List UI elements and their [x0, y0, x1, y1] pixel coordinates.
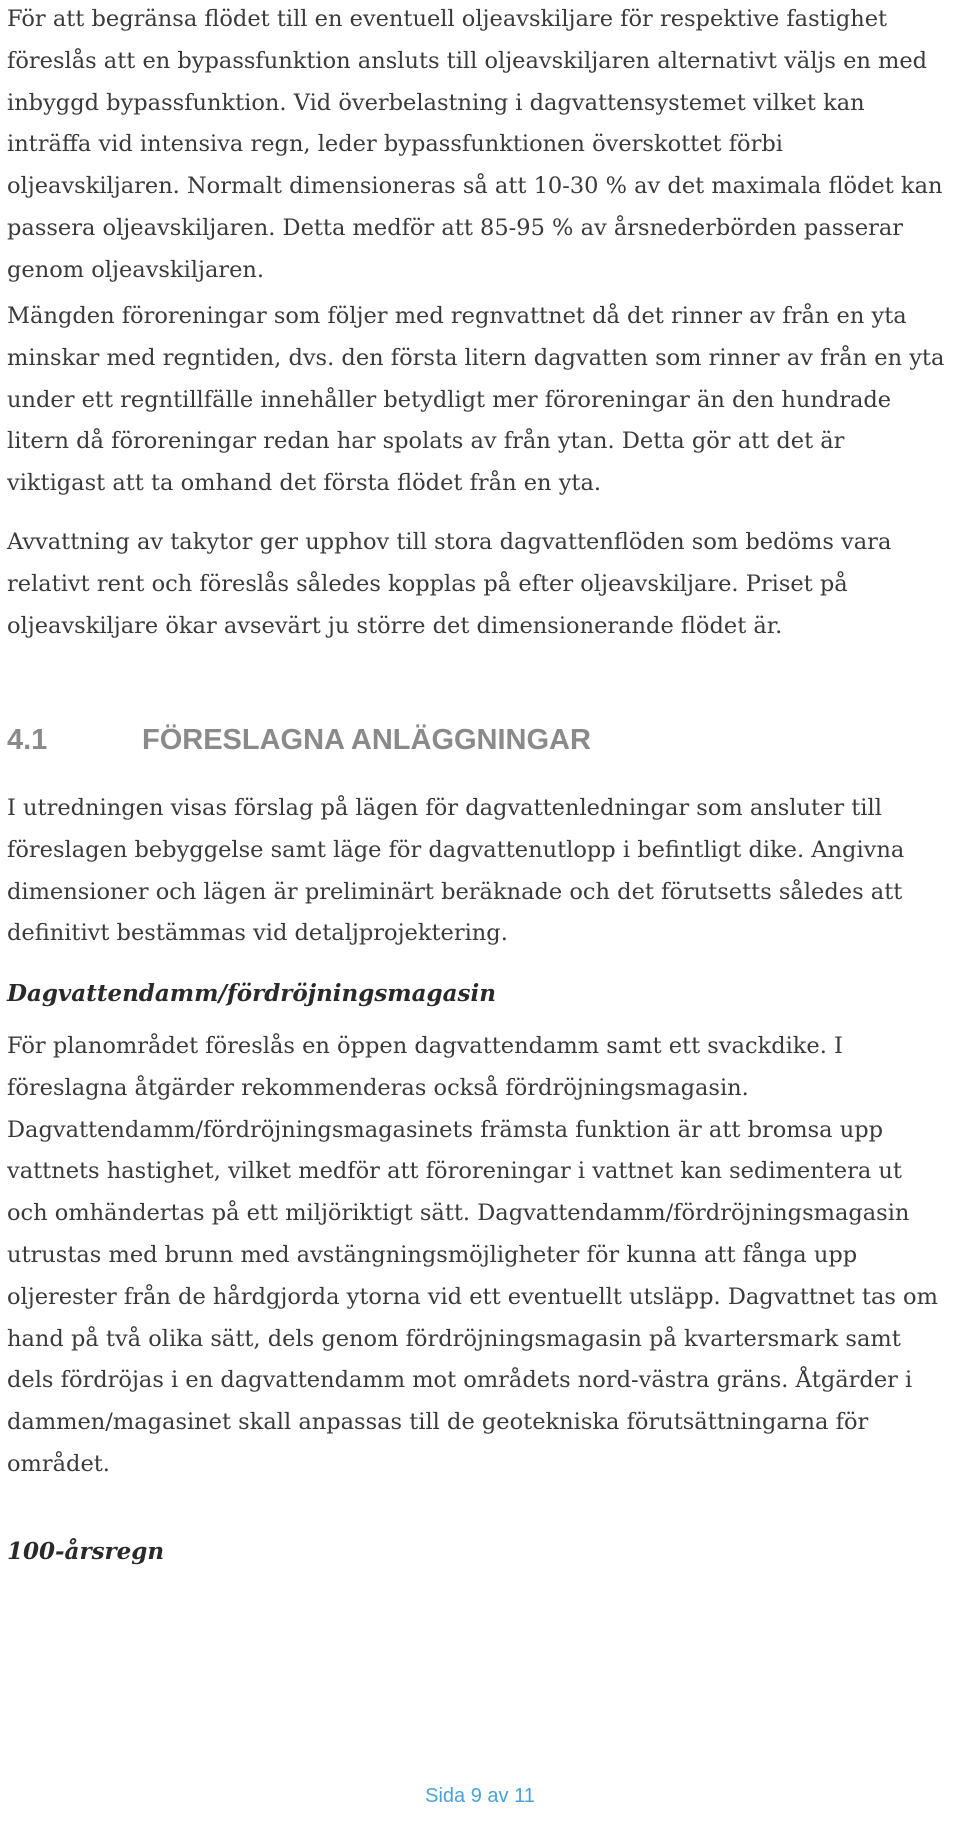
section-number: 4.1	[7, 724, 48, 756]
body-paragraph: För att begränsa flödet till en eventuell oljeavskiljare för respektive fastighet föreslås att en bypassfunktion ansluts till oljeavskiljaren alternativt väljs en med inbyggd bypassfunktion. Vid överbelastning i dagvattensystemet vilket kan inträffa vid intensiva regn, leder bypassfunktionen överskottet förbi oljeavskiljaren. Normalt dimensioneras så att 10-30 % av det maximala flödet kan passera oljeavskiljaren. Detta medför att 85-95 % av årsnederbörden passerar genom oljeavskiljaren.	[7, 6, 943, 283]
body-paragraph: Avvattning av takytor ger upphov till stora dagvattenflöden som bedöms vara relativt rent och föreslås således kopplas på efter oljeavskiljare. Priset på oljeavskiljare ökar avsevärt ju större det dimensionerande flödet är.	[7, 529, 892, 639]
subheading: Dagvattendamm/fördröjningsmagasin	[7, 980, 496, 1007]
body-paragraph: För planområdet föreslås en öppen dagvattendamm samt ett svackdike. I föreslagna åtgärder rekommenderas också fördröjningsmagasin. Dagvattendamm/fördröjningsmagasinets främsta funktion är att bromsa upp vattnets hastighet, vilket medför att föroreningar i vattnet kan sedimentera ut och omhändertas på ett miljöriktigt sätt. Dagvattendamm/fördröjningsmagasin utrustas med brunn med avstängningsmöjligheter för kunna att fånga upp oljerester från de hårdgjorda ytorna vid ett eventuellt utsläpp. Dagvattnet tas om hand på två olika sätt, dels genom fördröjningsmagasin på kvartersmark samt dels fördröjas i en dagvattendamm mot områdets nord-västra gräns. Åtgärder i dammen/magasinet skall anpassas till de geotekniska förutsättningarna för området.	[7, 1033, 938, 1477]
subheading: 100-årsregn	[7, 1538, 165, 1565]
section-heading	[7, 724, 591, 757]
body-paragraph: I utredningen visas förslag på lägen för dagvattenledningar som ansluter till föreslagen bebyggelse samt läge för dagvattenutlopp i befintligt dike. Angivna dimensioner och lägen är preliminärt beräknade och det förutsetts således att definitivt bestämmas vid detaljprojektering.	[7, 795, 905, 947]
section-title: FÖRESLAGNA ANLÄGGNINGAR	[142, 724, 591, 756]
page-number-footer: Sida 9 av 11	[425, 1785, 535, 1807]
body-paragraph: Mängden föroreningar som följer med regnvattnet då det rinner av från en yta minskar med regntiden, dvs. den första litern dagvatten som rinner av från en yta under ett regntillfälle innehåller betydligt mer föroreningar än den hundrade litern då föroreningar redan har spolats av från ytan. Detta gör att det är viktigast att ta omhand det första flödet från en yta.	[7, 303, 945, 497]
